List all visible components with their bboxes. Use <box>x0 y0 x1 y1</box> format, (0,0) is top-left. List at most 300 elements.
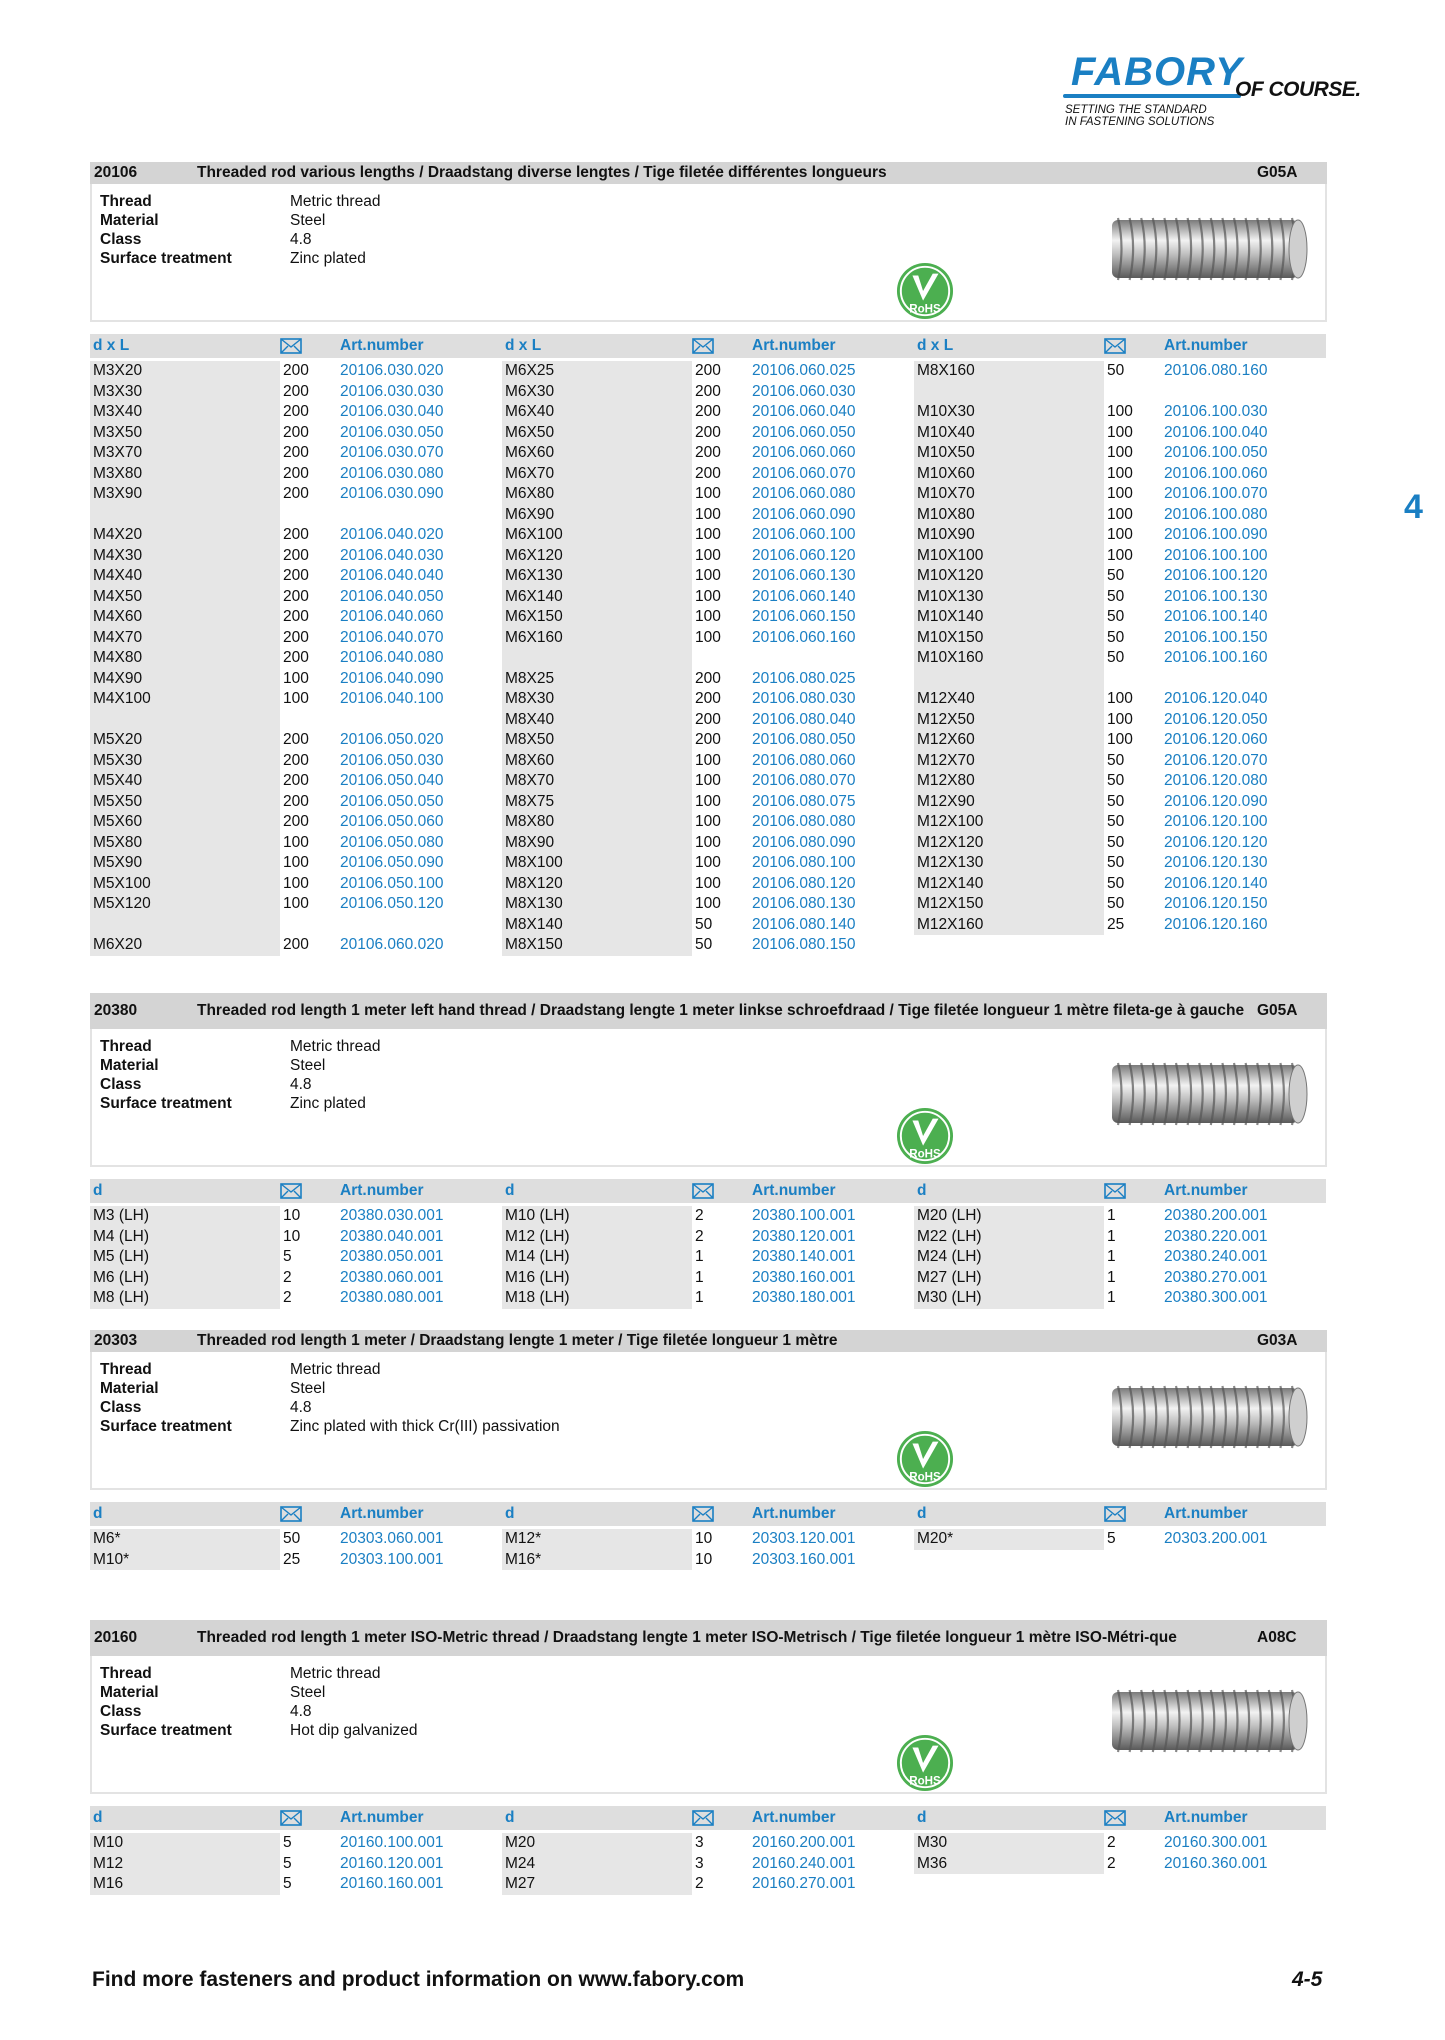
size-cell <box>914 669 1104 690</box>
article-number-link[interactable]: 20303.060.001 <box>340 1530 444 1548</box>
article-number-link[interactable]: 20106.120.150 <box>1164 895 1268 913</box>
article-number-link[interactable]: 20106.120.160 <box>1164 915 1268 933</box>
table-row <box>502 628 914 649</box>
property-label: Material <box>100 1380 159 1397</box>
quantity-cell: 50 <box>1107 854 1125 872</box>
properties-table <box>100 1037 380 1113</box>
article-number-link[interactable]: 20303.100.001 <box>340 1550 444 1568</box>
quantity-cell: 100 <box>695 628 721 646</box>
article-number-link[interactable]: 20106.030.090 <box>340 485 444 503</box>
chapter-tab: 4 <box>1404 488 1423 526</box>
article-number-link[interactable]: 20106.120.040 <box>1164 690 1268 708</box>
properties-box <box>90 1656 1327 1794</box>
article-number-link[interactable]: 20106.060.030 <box>752 382 856 400</box>
table-row <box>90 443 502 464</box>
quantity-cell: 200 <box>695 464 721 482</box>
envelope-icon <box>280 1810 302 1826</box>
size-cell: M6X70 <box>502 464 692 485</box>
size-cell: M5X20 <box>90 730 280 751</box>
envelope-icon <box>1104 1506 1126 1522</box>
property-value: Zinc plated with thick Cr(III) passivation <box>290 1418 560 1435</box>
table-row <box>502 915 914 936</box>
quantity-cell: 200 <box>283 649 309 667</box>
article-number-link[interactable]: 20303.160.001 <box>752 1550 856 1568</box>
article-number-link[interactable]: 20106.080.100 <box>752 854 856 872</box>
table-row <box>914 833 1326 854</box>
article-number-link[interactable]: 20106.040.060 <box>340 608 444 626</box>
size-cell: M12 <box>90 1854 280 1875</box>
article-number-link[interactable]: 20106.040.070 <box>340 628 444 646</box>
article-number-link[interactable]: 20106.080.140 <box>752 915 856 933</box>
column-header <box>90 1502 502 1526</box>
threaded-rod-image <box>1108 1051 1308 1135</box>
table-row <box>914 689 1326 710</box>
article-number-link[interactable]: 20106.040.090 <box>340 669 444 687</box>
size-cell: M6X160 <box>502 628 692 649</box>
article-number-link[interactable]: 20380.040.001 <box>340 1227 444 1245</box>
article-number-link[interactable]: 20106.100.050 <box>1164 444 1268 462</box>
article-number-link[interactable]: 20106.100.150 <box>1164 628 1268 646</box>
article-number-link[interactable]: 20380.030.001 <box>340 1207 444 1225</box>
quantity-cell: 200 <box>283 936 309 954</box>
article-number-link[interactable]: 20106.060.150 <box>752 608 856 626</box>
article-number-link[interactable]: 20106.080.160 <box>1164 362 1268 380</box>
table-row <box>502 751 914 772</box>
article-number-link[interactable]: 20106.080.070 <box>752 772 856 790</box>
svg-text:RoHS: RoHS <box>909 302 941 316</box>
size-cell: M8X130 <box>502 894 692 915</box>
quantity-cell: 50 <box>1107 792 1125 810</box>
article-number-link[interactable]: 20106.060.140 <box>752 587 856 605</box>
article-number-link[interactable]: 20106.050.060 <box>340 813 444 831</box>
table-row <box>914 812 1326 833</box>
size-cell: M10X30 <box>914 402 1104 423</box>
article-number-link[interactable]: 20106.040.050 <box>340 587 444 605</box>
article-number-link[interactable]: 20160.270.001 <box>752 1875 856 1893</box>
properties-table <box>100 192 380 268</box>
size-cell: M12X50 <box>914 710 1104 731</box>
article-number-link[interactable]: 20106.060.090 <box>752 505 856 523</box>
property-label: Class <box>100 1703 142 1720</box>
size-cell: M6X100 <box>502 525 692 546</box>
properties-table <box>100 1360 560 1436</box>
article-number-link[interactable]: 20160.240.001 <box>752 1854 856 1872</box>
table-row <box>90 505 502 526</box>
table-row <box>914 1854 1326 1875</box>
article-number-link[interactable]: 20106.100.030 <box>1164 403 1268 421</box>
size-cell: M4X90 <box>90 669 280 690</box>
size-header: d <box>505 1809 515 1826</box>
size-cell: M12X140 <box>914 874 1104 895</box>
product-section-20106 <box>90 162 1327 956</box>
size-cell: M4X70 <box>90 628 280 649</box>
article-number-link[interactable]: 20106.120.060 <box>1164 731 1268 749</box>
article-number-link[interactable]: 20160.120.001 <box>340 1854 444 1872</box>
article-number-link[interactable]: 20303.200.001 <box>1164 1530 1268 1548</box>
article-number-link[interactable]: 20106.050.080 <box>340 833 444 851</box>
article-number-link[interactable]: 20380.180.001 <box>752 1289 856 1307</box>
article-number-link[interactable]: 20106.100.060 <box>1164 464 1268 482</box>
size-cell: M4 (LH) <box>90 1227 280 1248</box>
table-row <box>914 443 1326 464</box>
table-row <box>914 587 1326 608</box>
envelope-icon <box>692 1810 714 1826</box>
article-number-link[interactable]: 20106.100.070 <box>1164 485 1268 503</box>
table-row <box>90 915 502 936</box>
package-quantity-header <box>1104 1506 1164 1522</box>
article-number-link[interactable]: 20106.100.100 <box>1164 546 1268 564</box>
table-row <box>502 1550 914 1571</box>
column-header <box>502 334 914 358</box>
article-number-link[interactable]: 20303.120.001 <box>752 1530 856 1548</box>
package-quantity-header <box>280 1183 340 1199</box>
product-code: 20380 <box>94 1002 138 1019</box>
size-cell: M3X80 <box>90 464 280 485</box>
size-cell: M27 <box>502 1874 692 1895</box>
product-version: G03A <box>1257 1332 1298 1349</box>
article-number-link[interactable]: 20380.120.001 <box>752 1227 856 1245</box>
article-number-link[interactable]: 20106.080.150 <box>752 936 856 954</box>
quantity-cell: 2 <box>1107 1834 1116 1852</box>
property-label: Surface treatment <box>100 1095 232 1112</box>
quantity-cell: 50 <box>695 915 713 933</box>
article-number-link[interactable]: 20106.080.030 <box>752 690 856 708</box>
envelope-icon <box>1104 1810 1126 1826</box>
quantity-cell: 25 <box>283 1550 301 1568</box>
table-row <box>914 525 1326 546</box>
package-quantity-header <box>692 1810 752 1826</box>
property-value: Steel <box>290 1380 326 1397</box>
table-row <box>90 833 502 854</box>
article-number-link[interactable]: 20106.060.070 <box>752 464 856 482</box>
table-row <box>90 607 502 628</box>
table-row <box>90 402 502 423</box>
property-row <box>100 1037 380 1056</box>
fabory-logo <box>1063 50 1363 135</box>
table-row <box>90 812 502 833</box>
quantity-cell: 100 <box>1107 403 1133 421</box>
article-number-header: Art.number <box>340 337 424 354</box>
article-number-link[interactable]: 20380.200.001 <box>1164 1207 1268 1225</box>
property-label: Thread <box>100 1665 152 1682</box>
package-quantity-header <box>692 1506 752 1522</box>
article-number-link[interactable]: 20106.040.100 <box>340 690 444 708</box>
size-cell: M10X70 <box>914 484 1104 505</box>
quantity-cell: 50 <box>283 1530 301 1548</box>
article-number-link[interactable]: 20380.270.001 <box>1164 1268 1268 1286</box>
article-number-header: Art.number <box>752 1505 836 1522</box>
article-number-link[interactable]: 20106.120.130 <box>1164 854 1268 872</box>
size-cell: M5 (LH) <box>90 1247 280 1268</box>
size-cell: M4X50 <box>90 587 280 608</box>
article-number-link[interactable]: 20380.220.001 <box>1164 1227 1268 1245</box>
size-cell: M6X80 <box>502 484 692 505</box>
article-number-link[interactable]: 20106.060.025 <box>752 362 856 380</box>
quantity-cell: 200 <box>283 526 309 544</box>
properties-table <box>100 1664 418 1740</box>
article-number-link[interactable]: 20106.060.160 <box>752 628 856 646</box>
article-number-link[interactable]: 20106.060.100 <box>752 526 856 544</box>
property-row <box>100 1075 380 1094</box>
envelope-icon <box>692 1183 714 1199</box>
article-number-link[interactable]: 20106.030.050 <box>340 423 444 441</box>
quantity-cell: 10 <box>695 1550 713 1568</box>
table-row <box>502 935 914 956</box>
article-number-link[interactable]: 20106.050.100 <box>340 874 444 892</box>
table-row <box>90 894 502 915</box>
package-quantity-header <box>280 1810 340 1826</box>
article-number-link[interactable]: 20106.120.090 <box>1164 792 1268 810</box>
article-number-link[interactable]: 20106.030.070 <box>340 444 444 462</box>
properties-box <box>90 1029 1327 1167</box>
property-row <box>100 1360 560 1379</box>
table-row <box>90 669 502 690</box>
article-number-link[interactable]: 20106.120.050 <box>1164 710 1268 728</box>
size-header: d x L <box>505 337 542 354</box>
article-number-link[interactable]: 20106.060.040 <box>752 403 856 421</box>
quantity-cell: 100 <box>1107 690 1133 708</box>
table-row <box>914 1833 1326 1854</box>
size-cell: M8X25 <box>502 669 692 690</box>
quantity-cell: 200 <box>283 628 309 646</box>
table-row <box>502 648 914 669</box>
table-row <box>502 812 914 833</box>
article-number-link[interactable]: 20106.120.080 <box>1164 772 1268 790</box>
size-cell: M24 <box>502 1854 692 1875</box>
article-grid <box>90 1806 1327 1895</box>
size-cell: M10X130 <box>914 587 1104 608</box>
article-number-link[interactable]: 20106.040.030 <box>340 546 444 564</box>
property-label: Class <box>100 1076 142 1093</box>
property-row <box>100 1702 418 1721</box>
article-number-link[interactable]: 20106.080.120 <box>752 874 856 892</box>
article-number-link[interactable]: 20106.080.075 <box>752 792 856 810</box>
quantity-cell: 50 <box>1107 362 1125 380</box>
size-cell: M12X80 <box>914 771 1104 792</box>
article-number-link[interactable]: 20380.160.001 <box>752 1268 856 1286</box>
quantity-cell: 100 <box>1107 546 1133 564</box>
article-number-link[interactable]: 20380.100.001 <box>752 1207 856 1225</box>
quantity-cell: 100 <box>695 526 721 544</box>
table-row <box>90 484 502 505</box>
article-number-link[interactable]: 20106.080.040 <box>752 710 856 728</box>
table-row <box>502 874 914 895</box>
table-row <box>502 833 914 854</box>
article-number-link[interactable]: 20380.050.001 <box>340 1248 444 1266</box>
size-cell: M10 <box>90 1833 280 1854</box>
size-cell: M3X50 <box>90 423 280 444</box>
size-cell: M6* <box>90 1529 280 1550</box>
quantity-cell: 5 <box>283 1834 292 1852</box>
quantity-cell: 5 <box>283 1854 292 1872</box>
article-number-link[interactable]: 20106.060.050 <box>752 423 856 441</box>
product-version: G05A <box>1257 164 1298 181</box>
article-number-link[interactable]: 20160.100.001 <box>340 1834 444 1852</box>
table-row <box>90 1247 502 1268</box>
rohs-icon <box>896 262 954 320</box>
article-number-link[interactable]: 20106.050.020 <box>340 731 444 749</box>
table-row <box>502 505 914 526</box>
quantity-cell: 50 <box>1107 751 1125 769</box>
article-number-header: Art.number <box>1164 1505 1248 1522</box>
quantity-cell: 200 <box>695 669 721 687</box>
size-cell: M4X40 <box>90 566 280 587</box>
article-number-link[interactable]: 20106.120.100 <box>1164 813 1268 831</box>
article-number-link[interactable]: 20106.080.050 <box>752 731 856 749</box>
article-number-link[interactable]: 20106.030.030 <box>340 382 444 400</box>
size-cell: M22 (LH) <box>914 1227 1104 1248</box>
article-number-link[interactable]: 20106.100.130 <box>1164 587 1268 605</box>
article-number-link[interactable]: 20106.050.040 <box>340 772 444 790</box>
size-header: d x L <box>93 337 130 354</box>
article-number-link[interactable]: 20106.040.080 <box>340 649 444 667</box>
envelope-icon <box>692 338 714 354</box>
table-row <box>914 607 1326 628</box>
size-cell: M30 <box>914 1833 1104 1854</box>
article-number-link[interactable]: 20106.060.130 <box>752 567 856 585</box>
package-quantity-header <box>692 1183 752 1199</box>
article-number-link[interactable]: 20160.200.001 <box>752 1834 856 1852</box>
article-number-link[interactable]: 20106.120.070 <box>1164 751 1268 769</box>
table-row <box>90 853 502 874</box>
size-cell <box>914 382 1104 403</box>
article-number-link[interactable]: 20106.040.020 <box>340 526 444 544</box>
table-row <box>90 648 502 669</box>
article-number-link[interactable]: 20106.050.030 <box>340 751 444 769</box>
article-number-link[interactable]: 20380.060.001 <box>340 1268 444 1286</box>
quantity-cell: 100 <box>283 874 309 892</box>
size-cell: M8X40 <box>502 710 692 731</box>
property-label: Thread <box>100 1038 152 1055</box>
size-cell: M8X30 <box>502 689 692 710</box>
property-value: 4.8 <box>290 1399 312 1416</box>
article-number-link[interactable]: 20106.100.120 <box>1164 567 1268 585</box>
article-number-link[interactable]: 20106.100.040 <box>1164 423 1268 441</box>
size-cell: M8X100 <box>502 853 692 874</box>
size-cell: M12X60 <box>914 730 1104 751</box>
size-cell: M5X60 <box>90 812 280 833</box>
table-row <box>90 382 502 403</box>
article-grid <box>90 1502 1327 1570</box>
section-header <box>90 1620 1327 1656</box>
product-code: 20106 <box>94 164 138 181</box>
article-number-link[interactable]: 20106.030.080 <box>340 464 444 482</box>
article-number-link[interactable]: 20106.060.060 <box>752 444 856 462</box>
article-number-link[interactable]: 20106.050.120 <box>340 895 444 913</box>
table-row <box>90 525 502 546</box>
column-header <box>914 1179 1326 1203</box>
size-header: d <box>505 1182 515 1199</box>
property-value: Hot dip galvanized <box>290 1722 418 1739</box>
product-section-20303 <box>90 1330 1327 1570</box>
article-number-link[interactable]: 20106.100.140 <box>1164 608 1268 626</box>
article-number-link[interactable]: 20106.040.040 <box>340 567 444 585</box>
quantity-cell: 100 <box>695 854 721 872</box>
table-row <box>90 361 502 382</box>
quantity-cell: 1 <box>1107 1248 1116 1266</box>
article-number-link[interactable]: 20106.030.040 <box>340 403 444 421</box>
article-column <box>914 334 1326 956</box>
article-number-link[interactable]: 20380.080.001 <box>340 1289 444 1307</box>
article-column <box>502 1179 914 1309</box>
article-number-link[interactable]: 20106.120.140 <box>1164 874 1268 892</box>
size-cell: M10X120 <box>914 566 1104 587</box>
article-number-link[interactable]: 20380.300.001 <box>1164 1289 1268 1307</box>
article-number-link[interactable]: 20106.120.120 <box>1164 833 1268 851</box>
table-row <box>914 361 1326 382</box>
article-number-link[interactable]: 20106.080.060 <box>752 751 856 769</box>
article-number-link[interactable]: 20106.100.080 <box>1164 505 1268 523</box>
article-number-link[interactable]: 20160.160.001 <box>340 1875 444 1893</box>
article-number-link[interactable]: 20106.080.090 <box>752 833 856 851</box>
table-row <box>90 546 502 567</box>
size-cell: M12X120 <box>914 833 1104 854</box>
table-row <box>914 1227 1326 1248</box>
table-row <box>914 853 1326 874</box>
size-cell: M10X40 <box>914 423 1104 444</box>
package-quantity-header <box>1104 338 1164 354</box>
article-number-link[interactable]: 20106.060.080 <box>752 485 856 503</box>
size-cell: M8X80 <box>502 812 692 833</box>
article-number-link[interactable]: 20106.100.160 <box>1164 649 1268 667</box>
quantity-cell: 200 <box>695 362 721 380</box>
product-title: Threaded rod length 1 meter ISO-Metric thread / Draadstang lengte 1 meter ISO-Metrisch / Tige filetée longueur 1 mètre ISO-Métri-que <box>197 1629 1177 1646</box>
package-quantity-header <box>1104 1810 1164 1826</box>
article-number-link[interactable]: 20106.100.090 <box>1164 526 1268 544</box>
size-cell: M12 (LH) <box>502 1227 692 1248</box>
article-number-link[interactable]: 20380.140.001 <box>752 1248 856 1266</box>
article-number-link[interactable]: 20106.050.050 <box>340 792 444 810</box>
size-cell: M10X150 <box>914 628 1104 649</box>
article-number-link[interactable]: 20160.300.001 <box>1164 1834 1268 1852</box>
article-number-link[interactable]: 20106.080.130 <box>752 895 856 913</box>
quantity-cell: 2 <box>1107 1854 1116 1872</box>
table-row <box>90 566 502 587</box>
property-label: Surface treatment <box>100 1722 232 1739</box>
article-number-link[interactable]: 20106.030.020 <box>340 362 444 380</box>
article-number-link[interactable]: 20106.080.025 <box>752 669 856 687</box>
article-column <box>502 1502 914 1570</box>
size-header: d <box>917 1809 927 1826</box>
product-title: Threaded rod length 1 meter / Draadstang lengte 1 meter / Tige filetée longueur 1 mètre <box>197 1332 838 1349</box>
article-number-link[interactable]: 20160.360.001 <box>1164 1854 1268 1872</box>
article-number-link[interactable]: 20380.240.001 <box>1164 1248 1268 1266</box>
table-row <box>90 1874 502 1895</box>
quantity-cell: 2 <box>283 1268 292 1286</box>
property-row <box>100 211 380 230</box>
property-label: Class <box>100 231 142 248</box>
footer-text: Find more fasteners and product information on www.fabory.com <box>92 1968 745 1991</box>
article-column <box>914 1806 1326 1895</box>
table-row <box>90 1854 502 1875</box>
article-number-header: Art.number <box>340 1182 424 1199</box>
quantity-cell: 3 <box>695 1834 704 1852</box>
property-label: Surface treatment <box>100 250 232 267</box>
article-number-link[interactable]: 20106.060.120 <box>752 546 856 564</box>
quantity-cell: 1 <box>695 1268 704 1286</box>
size-cell: M12X130 <box>914 853 1104 874</box>
quantity-cell: 100 <box>1107 526 1133 544</box>
article-number-link[interactable]: 20106.050.090 <box>340 854 444 872</box>
article-number-link[interactable]: 20106.080.080 <box>752 813 856 831</box>
article-grid <box>90 334 1327 956</box>
article-number-header: Art.number <box>752 1182 836 1199</box>
product-version: G05A <box>1257 1002 1298 1019</box>
quantity-cell: 200 <box>283 731 309 749</box>
article-column <box>914 1179 1326 1309</box>
article-number-link[interactable]: 20106.060.020 <box>340 936 444 954</box>
quantity-cell: 200 <box>283 485 309 503</box>
